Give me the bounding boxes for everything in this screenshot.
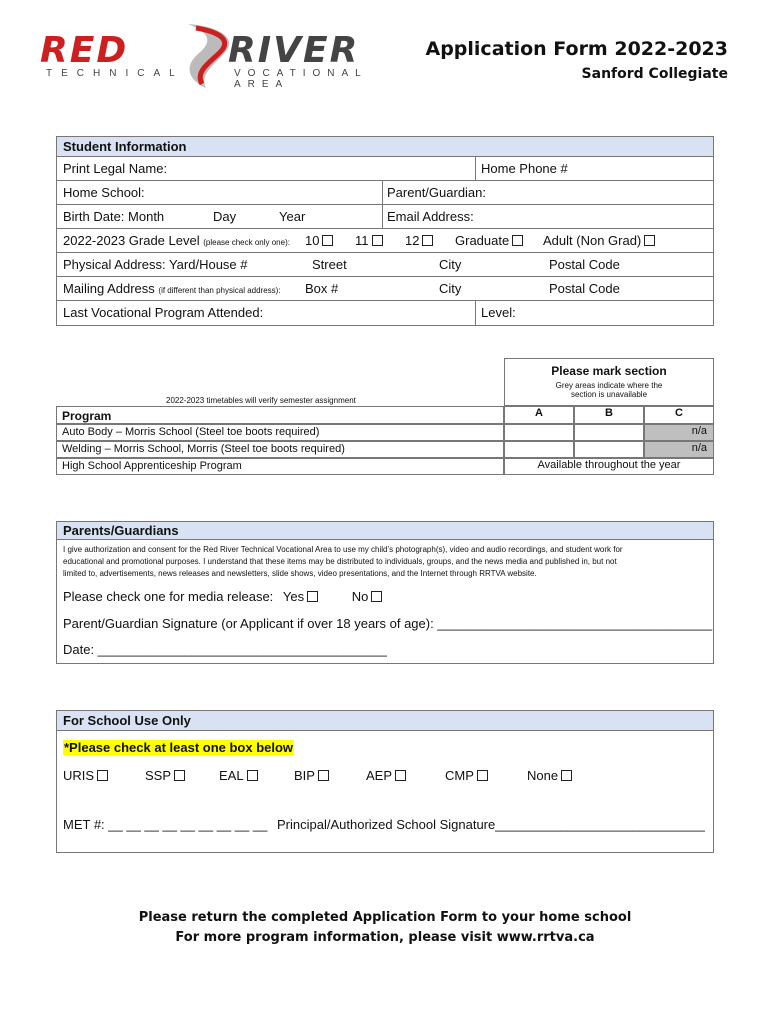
- col-a-header: A: [504, 406, 574, 424]
- birth-day-label: Day: [213, 209, 237, 224]
- red-river-logo: [38, 22, 428, 92]
- graduate-option[interactable]: Graduate: [455, 233, 523, 248]
- media-release-row: [63, 589, 382, 604]
- school-use-option[interactable]: CMP: [445, 768, 488, 783]
- row1-col-a-cell[interactable]: [504, 424, 574, 441]
- grade-level-label: 2022-2023 Grade Level (please check only one):: [63, 233, 290, 248]
- legal-name-label: Print Legal Name:: [63, 161, 168, 176]
- mailing-address-row: [57, 277, 713, 301]
- program-name: Auto Body – Morris School (Steel toe boots required): [62, 426, 320, 438]
- home-school-row: [57, 181, 713, 205]
- program-heading: Program: [62, 409, 112, 423]
- date-line[interactable]: Date: ________________________________________: [63, 642, 387, 657]
- form-title: Application Form 2022-2023: [425, 38, 728, 60]
- grade-11-checkbox[interactable]: [372, 235, 383, 246]
- grade-10-checkbox[interactable]: [322, 235, 333, 246]
- grade-12-checkbox[interactable]: [422, 235, 433, 246]
- school-use-section: [56, 710, 714, 853]
- program-name: Welding – Morris School, Morris (Steel toe boots required): [62, 443, 345, 455]
- physical-address-row: [57, 253, 713, 277]
- col-b-header: B: [574, 406, 644, 424]
- ssp-checkbox[interactable]: [174, 770, 185, 781]
- media-yes-option[interactable]: Yes: [283, 589, 318, 604]
- timetable-note: 2022-2023 timetables will verify semester assignment: [166, 396, 356, 405]
- consent-line-1: I give authorization and consent for the Red River Technical Vocational Area to use my child’s photograph(s), video and audio recordings, and student work for: [63, 545, 623, 554]
- program-row: [56, 441, 504, 458]
- mailing-city-label: City: [439, 281, 462, 296]
- grade-12-option[interactable]: 12: [405, 233, 433, 248]
- student-information-title: Student Information: [57, 137, 713, 157]
- parents-guardians-section: [56, 521, 714, 664]
- school-use-option[interactable]: AEP: [366, 768, 406, 783]
- media-no-option[interactable]: No: [352, 589, 383, 604]
- birth-date-row: [57, 205, 713, 229]
- box-label: Box #: [305, 281, 339, 296]
- row2-col-c-unavailable: n/a: [644, 441, 714, 458]
- school-use-instruction: *Please check at least one box below: [64, 740, 294, 755]
- logo-vocational-text: VOCATIONAL AREA: [234, 68, 368, 90]
- city-label: City: [439, 257, 462, 272]
- aep-checkbox[interactable]: [395, 770, 406, 781]
- grade-11-option[interactable]: 11: [355, 233, 383, 248]
- row3-availability: Available throughout the year: [504, 458, 714, 475]
- principal-signature-line[interactable]: Principal/Authorized School Signature_____________________________: [277, 817, 705, 832]
- program-row: [56, 458, 504, 475]
- school-use-option[interactable]: BIP: [294, 768, 329, 783]
- program-heading-cell: [56, 406, 504, 424]
- email-label: Email Address:: [387, 209, 474, 224]
- last-program-label: Last Vocational Program Attended:: [63, 305, 264, 320]
- logo-technical-text: TECHNICAL: [46, 68, 184, 79]
- bip-checkbox[interactable]: [318, 770, 329, 781]
- graduate-checkbox[interactable]: [512, 235, 523, 246]
- please-mark-section-header: [504, 358, 714, 406]
- footer-info-note: For more program information, please visit www.rrtva.ca: [175, 930, 595, 945]
- student-information-section: [56, 136, 714, 326]
- mailing-postal-code-label: Postal Code: [549, 281, 620, 296]
- row1-col-c-unavailable: n/a: [644, 424, 714, 441]
- row2-col-b-cell[interactable]: [574, 441, 644, 458]
- birth-year-label: Year: [279, 209, 306, 224]
- guardian-signature-line[interactable]: Parent/Guardian Signature (or Applicant if over 18 years of age): ______________________________________: [63, 616, 713, 631]
- row1-col-b-cell[interactable]: [574, 424, 644, 441]
- row2-col-a-cell[interactable]: [504, 441, 574, 458]
- mailing-address-label: Mailing Address (if different than physical address):: [63, 281, 281, 296]
- school-use-option[interactable]: EAL: [219, 768, 258, 783]
- logo-red-text: RED: [40, 30, 129, 71]
- program-row: [56, 424, 504, 441]
- grey-note-line-1: Grey areas indicate where the: [555, 381, 663, 390]
- program-section: [56, 358, 714, 474]
- please-mark-label: Please mark section: [551, 364, 667, 378]
- eal-checkbox[interactable]: [247, 770, 258, 781]
- parent-guardian-label: Parent/Guardian:: [387, 185, 487, 200]
- grade-level-row: [57, 229, 713, 253]
- level-label: Level:: [481, 305, 516, 320]
- media-no-checkbox[interactable]: [371, 591, 382, 602]
- media-release-label: Please check one for media release:: [63, 589, 274, 604]
- legal-name-row: [57, 157, 713, 181]
- school-use-option[interactable]: URIS: [63, 768, 108, 783]
- met-number-field[interactable]: MET #: __ __ __ __ __ __ __ __ __: [63, 817, 268, 832]
- grade-10-option[interactable]: 10: [305, 233, 333, 248]
- consent-line-2: educational and promotional purposes. I understand that these items may be distributed to individuals, groups, and the news media and published in, but not: [63, 557, 617, 566]
- media-yes-checkbox[interactable]: [307, 591, 318, 602]
- parents-guardians-title: Parents/Guardians: [57, 522, 713, 540]
- adult-checkbox[interactable]: [644, 235, 655, 246]
- consent-line-3: limited to, advertisements, news releases and newsletters, slide shows, video presentations, and the Internet through RRTVA website.: [63, 569, 537, 578]
- none-checkbox[interactable]: [561, 770, 572, 781]
- adult-option[interactable]: Adult (Non Grad): [543, 233, 655, 248]
- grey-note-line-2: section is unavailable: [570, 390, 648, 399]
- school-name: Sanford Collegiate: [581, 66, 728, 82]
- home-phone-label: Home Phone #: [481, 161, 568, 176]
- logo-river-text: RIVER: [228, 30, 360, 71]
- school-use-option[interactable]: None: [527, 768, 572, 783]
- physical-address-label: Physical Address: Yard/House #: [63, 257, 248, 272]
- school-use-title: For School Use Only: [57, 711, 713, 731]
- footer-return-note: Please return the completed Application Form to your home school: [138, 910, 632, 925]
- program-name: High School Apprenticeship Program: [62, 460, 242, 472]
- last-program-row: [57, 301, 713, 325]
- home-school-label: Home School:: [63, 185, 145, 200]
- uris-checkbox[interactable]: [97, 770, 108, 781]
- street-label: Street: [312, 257, 347, 272]
- col-c-header: C: [644, 406, 714, 424]
- cmp-checkbox[interactable]: [477, 770, 488, 781]
- school-use-option[interactable]: SSP: [145, 768, 185, 783]
- postal-code-label: Postal Code: [549, 257, 620, 272]
- birth-month-label: Birth Date: Month: [63, 209, 165, 224]
